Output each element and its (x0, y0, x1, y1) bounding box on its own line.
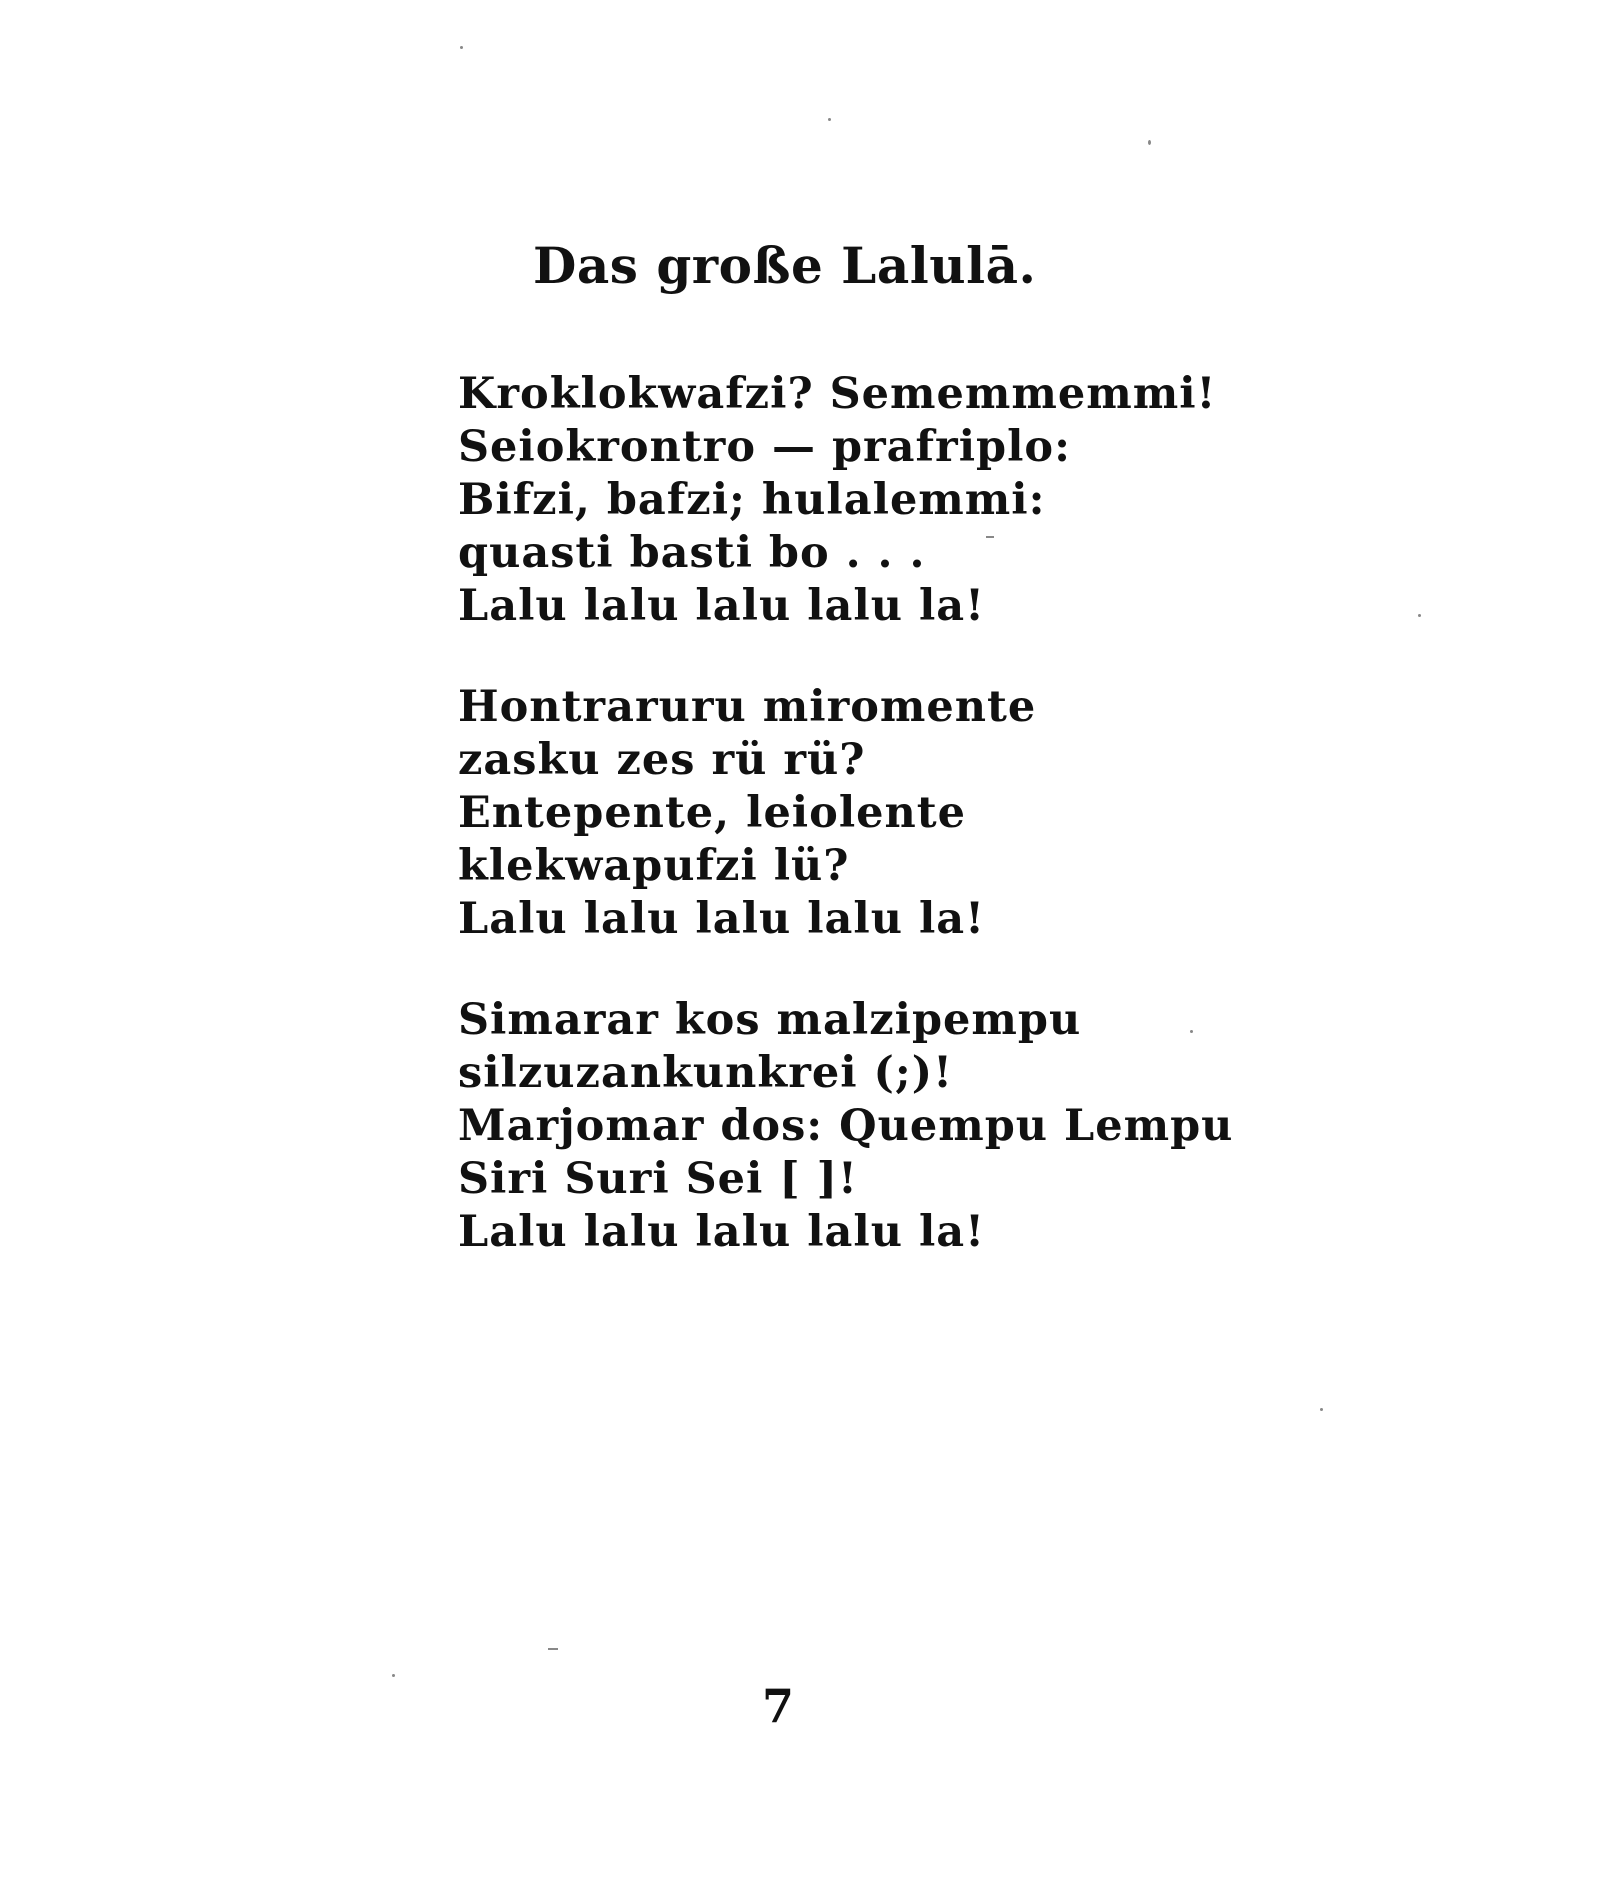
poem-body (458, 368, 1358, 1307)
verse-line: klekwapufzi lü? (458, 841, 850, 891)
print-speck (1418, 614, 1421, 617)
verse-line: silzuzankunkrei (;)! (458, 1048, 953, 1098)
verse-line: Lalu lalu lalu lalu la! (458, 894, 986, 944)
page-number: 7 (762, 1679, 795, 1733)
stanza-1 (458, 368, 1358, 633)
verse-line: Entepente, leiolente (458, 788, 966, 838)
verse-line: Bifzi, bafzi; hulalemmi: (458, 475, 1046, 525)
stanza-2 (458, 681, 1358, 946)
print-speck (548, 1648, 558, 1650)
verse-line: Seiokrontro — prafriplo: (458, 422, 1071, 472)
verse-line: Kroklokwafzi? Sememmemmi! (458, 369, 1217, 419)
poem-title: Das große Lalulā. (533, 236, 1037, 295)
verse-line: Marjomar dos: Quempu Lempu (458, 1101, 1234, 1151)
print-speck (1320, 1408, 1323, 1411)
stanza-3 (458, 994, 1358, 1259)
verse-line: zasku zes rü rü? (458, 735, 866, 785)
print-speck (392, 1674, 395, 1677)
print-speck (986, 536, 994, 538)
verse-line: Hontraruru miromente (458, 682, 1037, 732)
verse-line: Lalu lalu lalu lalu la! (458, 581, 986, 631)
print-speck (460, 46, 463, 49)
verse-line: quasti basti bo . . . (458, 528, 926, 578)
print-speck (1190, 1030, 1193, 1033)
print-speck (828, 118, 831, 121)
print-speck (1148, 140, 1151, 145)
verse-line: Simarar kos malzipempu (458, 995, 1082, 1045)
verse-line: Siri Suri Sei [ ]! (458, 1154, 858, 1204)
verse-line: Lalu lalu lalu lalu la! (458, 1207, 986, 1257)
